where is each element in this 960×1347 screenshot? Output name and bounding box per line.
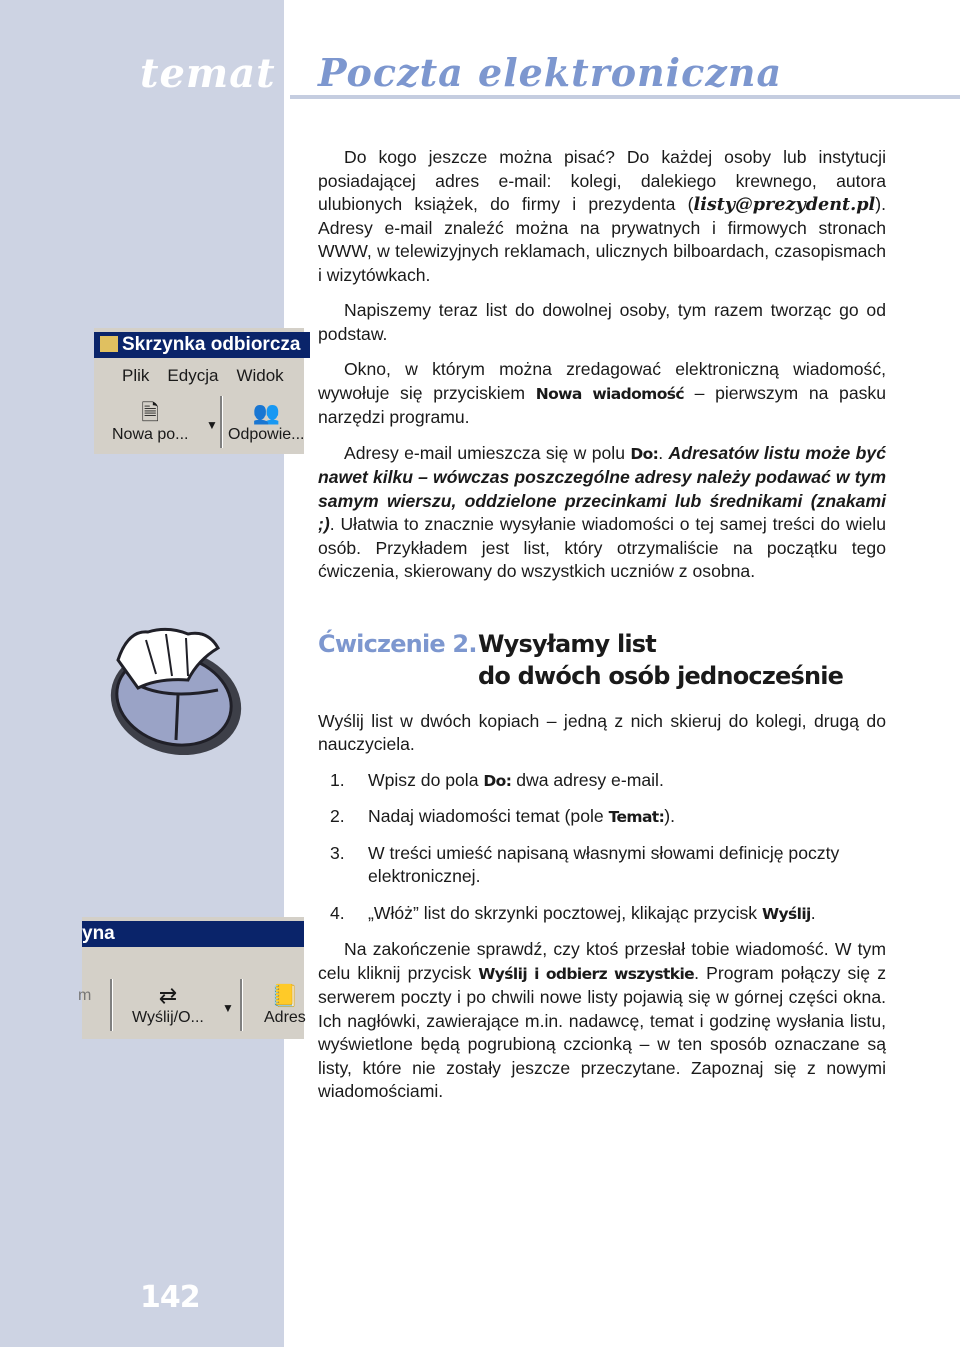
ui-term-new-message: Nowa wiadomość <box>535 384 684 403</box>
toolbar-screenshot-send <box>78 917 306 1039</box>
toolbar-separator <box>220 396 223 448</box>
list-item <box>318 902 886 927</box>
ui-term-send-receive-all: Wyślij i odbierz wszystkie <box>478 964 695 983</box>
step-number: 4. <box>330 902 345 923</box>
step-text <box>368 769 886 794</box>
new-message-button[interactable] <box>112 400 188 444</box>
reply-button[interactable] <box>228 400 304 444</box>
text: ). <box>664 806 675 826</box>
text: . Program połączy się z serwerem poczty i po chwili nowe listy pojawią się w górnej części okna. Ich nagłówki, zawierające m.in. nadawcę, temat i godzinę wysłania listu, wyświetlone będą pogrubioną czcionką – w ten sposób oznaczane są listy, które nie zostały jeszcze przeczytane. Zapoznaj się z nowymi wiadomościami. <box>318 962 886 1101</box>
menu-item-widok[interactable]: Widok <box>236 366 284 385</box>
toolbar-separator <box>240 979 243 1031</box>
toolbar-separator <box>110 979 113 1031</box>
paragraph-addresses <box>318 442 886 584</box>
text: . <box>810 902 816 923</box>
menu-bar <box>122 366 302 386</box>
step-text <box>368 902 886 927</box>
paragraph-new-message <box>318 358 886 430</box>
send-receive-label: Wyślij/O... <box>132 1009 204 1026</box>
new-mail-icon: 🗎 <box>141 400 160 425</box>
ui-term: Do: <box>483 771 512 790</box>
email-address: listy@prezydent.pl <box>693 194 876 215</box>
page-title: Poczta elektroniczna <box>318 50 783 95</box>
menu-item-edycja[interactable]: Edycja <box>167 366 219 385</box>
window-title: Skrzynka odbiorcza <box>122 334 301 355</box>
text: ). Adresy e-mail znaleźć można na prywatnych i firmowych stronach WWW, w telewizyjnych reklamach, ulicznych bilboardach, czasopismach i wizytówkach. <box>318 194 886 285</box>
paragraph-final <box>318 938 886 1104</box>
menu-item-plik[interactable]: Plik <box>122 366 150 385</box>
emphasis-text: Adresatów listu może być nawet kilku – wówczas poszczególne adresy należy podawać w tym samym wierszu, oddzielone przecinkami lub średnikami (znakami ;) <box>318 442 886 534</box>
send-receive-button[interactable] <box>132 983 204 1027</box>
text: Nadaj wiadomości temat (pole <box>368 806 609 826</box>
inbox-icon <box>100 336 118 352</box>
list-item <box>318 842 886 890</box>
window-titlebar <box>94 332 310 358</box>
step-number: 3. <box>330 842 345 863</box>
step-text <box>368 805 886 830</box>
new-message-label: Nowa po... <box>112 426 189 443</box>
send-receive-icon: ⇄ <box>158 983 178 1008</box>
ui-term: Temat: <box>608 808 665 826</box>
exercise-heading <box>318 628 886 692</box>
text: Wpisz do pola <box>368 769 484 790</box>
exercise-title <box>478 628 843 692</box>
reply-label: Odpowie... <box>228 426 305 443</box>
address-book-label: Adres <box>264 1009 306 1026</box>
step-number: 2. <box>330 806 345 826</box>
step-text <box>368 842 886 890</box>
list-item <box>318 805 886 830</box>
step-list <box>318 769 886 927</box>
address-book-icon: 📒 <box>271 983 299 1008</box>
exercise-number: Ćwiczenie 2. <box>318 629 477 658</box>
mouse-hand-illustration <box>98 620 248 760</box>
chevron-down-icon[interactable]: ▼ <box>222 1001 234 1015</box>
text: „Włóż” list do skrzynki pocztowej, klikając przycisk <box>368 902 762 923</box>
text: – pierwszym na pasku narzędzi programu. <box>318 382 886 427</box>
text: . <box>658 442 669 463</box>
article-body <box>318 146 886 1116</box>
window-title: yna <box>82 923 115 944</box>
toolbar-screenshot-inbox <box>94 328 304 454</box>
window-titlebar <box>82 921 304 947</box>
ui-term-to-field: Do: <box>630 444 659 463</box>
text: Adresy e-mail umieszcza się w polu <box>344 442 631 463</box>
text: dwa adresy e-mail. <box>511 769 664 790</box>
step-number: 1. <box>330 769 345 790</box>
paragraph-intro <box>318 146 886 287</box>
paragraph-task: Napiszemy teraz list do dowolnej osoby, tym razem tworząc go od podstaw. <box>318 300 886 344</box>
ui-term: Wyślij <box>762 904 811 923</box>
text: Okno, w którym można zredagować elektroniczną wiadomość, wywołuje się przyciskiem <box>318 359 886 403</box>
list-item <box>318 769 886 794</box>
text: . Ułatwia to znacznie wysyłanie wiadomości o tej samej treści do wielu osób. Przykładem jest list, który otrzymaliście na początku tego ćwiczenia, skierowany do wszystkich uczniów z osobna. <box>318 514 886 581</box>
chevron-down-icon[interactable]: ▼ <box>206 418 218 432</box>
section-label: temat <box>140 50 276 97</box>
exercise-intro: Wyślij list w dwóch kopiach – jedną z nich skieruj do kolegi, drugą do nauczyciela. <box>318 710 886 754</box>
exercise-title-line2: do dwóch osób jednocześnie <box>478 661 844 690</box>
reply-icon: 👥 <box>252 400 280 425</box>
page-number: 142 <box>140 1280 200 1315</box>
clipped-button-label: m <box>78 987 92 1004</box>
address-book-button[interactable] <box>264 983 306 1027</box>
header-rule <box>290 95 960 99</box>
exercise-title-line1: Wysyłamy list <box>478 629 656 658</box>
text: Do kogo jeszcze można pisać? Do każdej osoby lub instytucji posiadającej adres e-mail: kolegi, dalekiego krewnego, autora ulubionych książek, do firmy i prezydenta ( <box>318 147 886 214</box>
text: W treści umieść napisaną własnymi słowami definicję poczty elektronicznej. <box>368 842 840 886</box>
text: Na zakończenie sprawdź, czy ktoś przesłał tobie wiadomość. W tym celu kliknij przycisk <box>318 939 886 983</box>
